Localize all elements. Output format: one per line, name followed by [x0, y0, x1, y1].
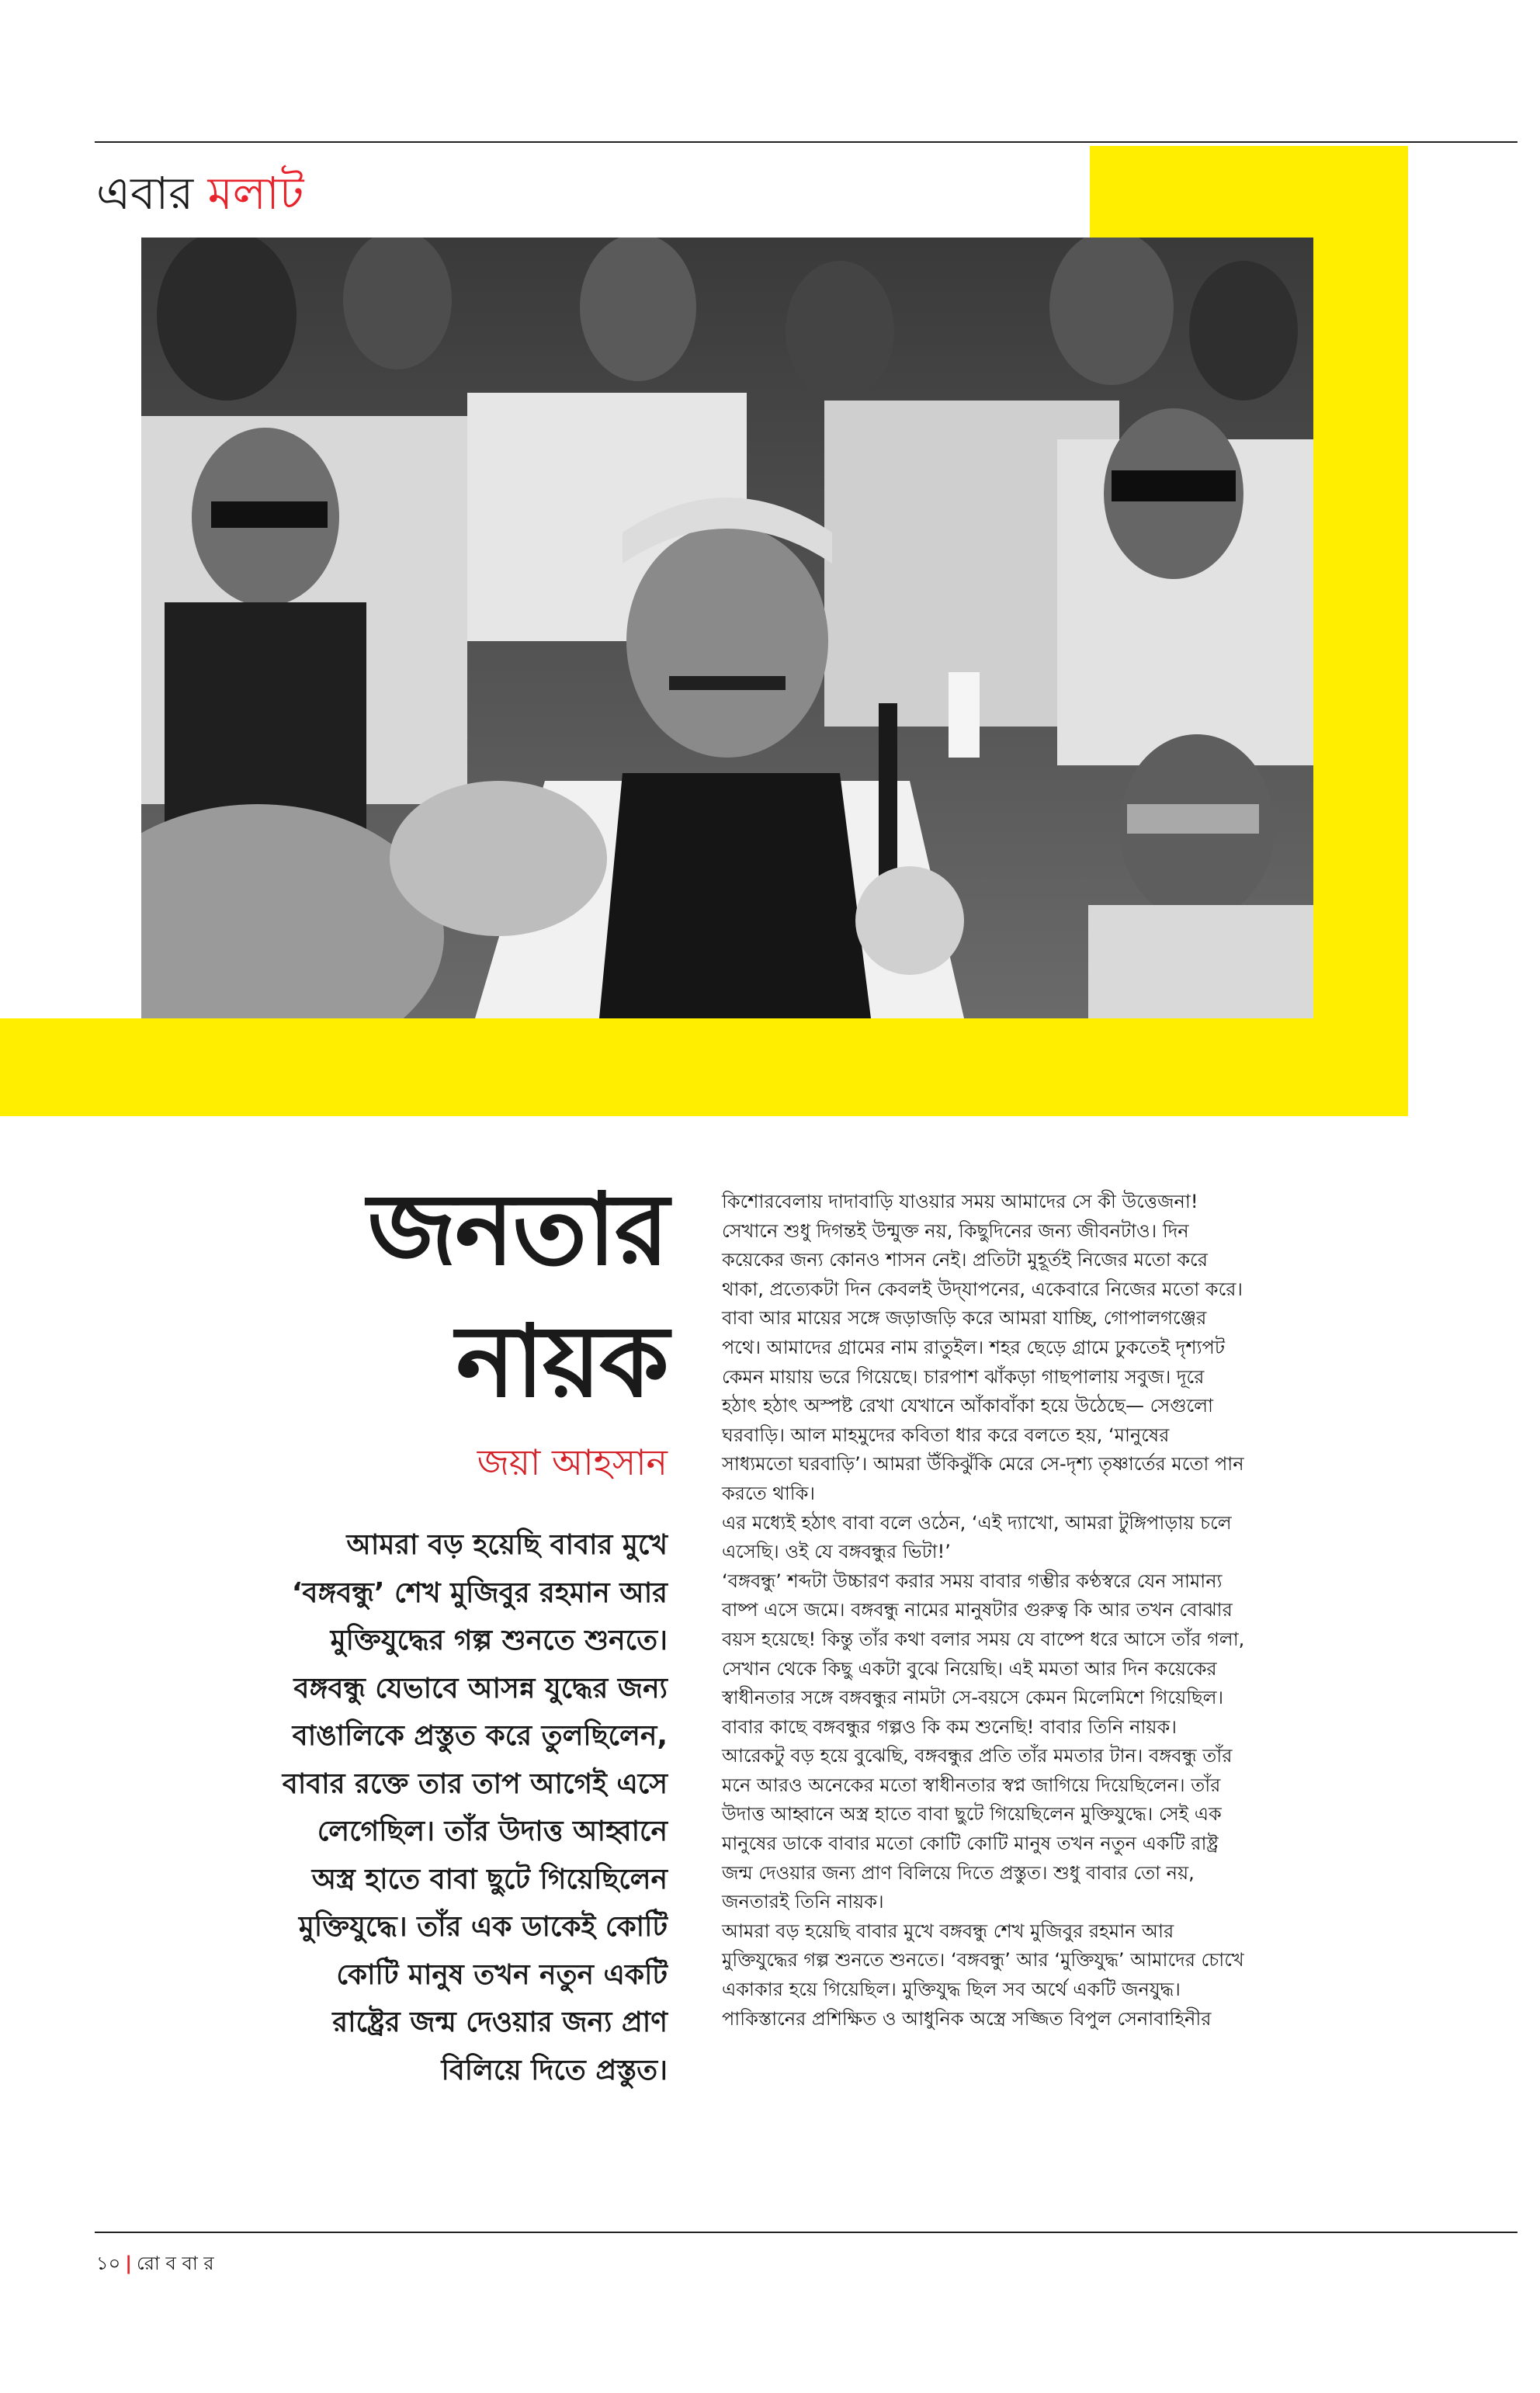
body-line: কয়েকের জন্য কোনও শাসন নেই। প্রতিটা মুহূর্তই নিজের মতো করে — [722, 1249, 1208, 1271]
lead-line: লেগেছিল। তাঁর উদাত্ত আহ্বানে — [317, 1816, 668, 1847]
lead-line: অস্ত্র হাতে বাবা ছুটে গিয়েছিলেন — [311, 1863, 668, 1895]
page-number: ১০ — [96, 2253, 121, 2274]
body-line: পাকিস্তানের প্রশিক্ষিত ও আধুনিক অস্ত্রে সজ্জিত বিপুল সেনাবাহিনীর — [722, 2007, 1212, 2030]
body-line: এসেছি। ওই যে বঙ্গবন্ধুর ভিটা!’ — [722, 1541, 951, 1563]
lead-line: বঙ্গবন্ধু যেভাবে আসন্ন যুদ্ধের জন্য — [293, 1672, 668, 1705]
yellow-frame-right — [1313, 146, 1408, 1116]
body-line: আমরা বড় হয়েছি বাবার মুখে বঙ্গবন্ধু শেখ মুজিবুর রহমান আর — [722, 1920, 1174, 1942]
body-line: কেমন মায়ায় ভরে গিয়েছে। চারপাশ ঝাঁকড়া গাছপালায় সবুজ। দূরে — [722, 1365, 1205, 1388]
page-footer — [96, 2249, 214, 2280]
body-line: মনে আরও অনেকের মতো স্বাধীনতার স্বপ্ন জাগিয়ে দিয়েছিলেন। তাঁর — [722, 1774, 1221, 1796]
top-rule — [95, 141, 1517, 143]
body-line: বয়স হয়েছে! কিন্তু তাঁর কথা বলার সময় যে বাষ্পে ধরে আসে তাঁর গলা, — [722, 1628, 1245, 1650]
body-line: ‘বঙ্গবন্ধু’ শব্দটা উচ্চারণ করার সময় বাবার গম্ভীর কণ্ঠস্বরে যেন সামান্য — [722, 1569, 1223, 1592]
headline-line-1: জনতার — [367, 1172, 668, 1288]
body-line: সেখানে শুধু দিগন্তই উন্মুক্ত নয়, কিছুদিনের জন্য জীবনটাও। দিন — [722, 1219, 1189, 1242]
lead-line: মুক্তিযুদ্ধে। তাঁর এক ডাকেই কোটি — [298, 1911, 668, 1943]
body-line: স্বাধীনতার সঙ্গে বঙ্গবন্ধুর নামটা সে-বয়সে কেমন মিলেমিশে গিয়েছিল। — [722, 1687, 1224, 1709]
headline-line-2: নায়ক — [456, 1304, 668, 1420]
body-line: আরেকটু বড় হয়ে বুঝেছি, বঙ্গবন্ধুর প্রতি তাঁর মমতার টান। বঙ্গবন্ধু তাঁর — [722, 1745, 1233, 1767]
cover-photo — [141, 238, 1313, 1018]
lead-line: বিলিয়ে দিতে প্রস্তুত। — [441, 2054, 668, 2086]
body-line: থাকা, প্রত্যেকটা দিন কেবলই উদ্‌যাপনের, একেবারে নিজের মতো করে। — [722, 1278, 1243, 1300]
body-line: মুক্তিযুদ্ধের গল্প শুনতে শুনতে। ‘বঙ্গবন্ধু’ আর ‘মুক্তিযুদ্ধ’ আমাদের চোখে — [722, 1949, 1244, 1972]
lead-line: মুক্তিযুদ্ধের গল্প শুনতে শুনতে। — [330, 1625, 668, 1656]
body-line: জনতারই তিনি নায়ক। — [722, 1891, 884, 1913]
lead-paragraph — [147, 1521, 668, 2094]
lead-line: ‘বঙ্গবন্ধু’ শেখ মুজিবুর রহমান আর — [291, 1576, 668, 1609]
body-line: মানুষের ডাকে বাবার মতো কোটি কোটি মানুষ তখন নতুন একটি রাষ্ট্র — [722, 1833, 1219, 1855]
lead-line: রাষ্ট্রের জন্ম দেওয়ার জন্য প্রাণ — [332, 2006, 668, 2038]
lead-line: কোটি মানুষ তখন নতুন একটি — [336, 1958, 668, 1991]
article-body — [722, 1188, 1405, 2034]
body-line: একাকার হয়ে গিয়েছিল। মুক্তিযুদ্ধ ছিল সব অর্থে একটি জনযুদ্ধ। — [722, 1979, 1181, 2001]
author-byline: জয়া আহসান — [477, 1441, 668, 1483]
footer-separator: | — [125, 2253, 132, 2274]
body-line: করতে থাকি। — [722, 1482, 816, 1504]
body-line: কিশোরবেলায় দাদাবাড়ি যাওয়ার সময় আমাদের সে কী উত্তেজনা! — [722, 1191, 1198, 1212]
body-line: পথে। আমাদের গ্রামের নাম রাতুইল। শহর ছেড়ে গ্রামে ঢুকতেই দৃশ্যপট — [722, 1336, 1225, 1358]
body-line: বাবা আর মায়ের সঙ্গে জড়াজড়ি করে আমরা যাচ্ছি, গোপালগঞ্জের — [722, 1307, 1207, 1330]
section-name: মলাট — [207, 167, 304, 220]
yellow-frame-bottom — [0, 1018, 1408, 1116]
lead-line: বাবার রক্তে তার তাপ আগেই এসে — [282, 1767, 668, 1800]
body-line: ঘরবাড়ি। আল মাহমুদের কবিতা ধার করে বলতে হয়, ‘মানুষের — [722, 1424, 1170, 1446]
section-title — [96, 166, 303, 220]
photo-illustration — [141, 238, 1313, 1018]
body-line: সাধ্যমতো ঘরবাড়ি’। আমরা উঁকিঝুঁকি মেরে সে-দৃশ্য তৃষ্ণার্তের মতো পান — [722, 1453, 1244, 1476]
bottom-rule — [95, 2232, 1517, 2233]
body-line: সেখান থেকে কিছু একটা বুঝে নিয়েছি। এই মমতা আর দিন কয়েকের — [722, 1657, 1217, 1680]
body-line: উদাত্ত আহ্বানে অস্ত্র হাতে বাবা ছুটে গিয়েছিলেন মুক্তিযুদ্ধে। সেই এক — [722, 1803, 1222, 1826]
headline — [233, 1164, 668, 1428]
lead-line: আমরা বড় হয়েছি বাবার মুখে — [346, 1529, 668, 1561]
body-line: বাবার কাছে বঙ্গবন্ধুর গল্পও কি কম শুনেছি! বাবার তিনি নায়ক। — [722, 1715, 1177, 1738]
magazine-name: রো ব বা র — [136, 2253, 214, 2274]
body-line: বাষ্প এসে জমে। বঙ্গবন্ধু নামের মানুষটার গুরুত্ব কি আর তখন বোঝার — [722, 1599, 1233, 1621]
body-line: জন্ম দেওয়ার জন্য প্রাণ বিলিয়ে দিতে প্রস্তুত। শুধু বাবার তো নয়, — [722, 1861, 1195, 1884]
section-prefix: এবার — [96, 167, 194, 220]
body-line: এর মধ্যেই হঠাৎ বাবা বলে ওঠেন, ‘এই দ্যাখো, আমরা টুঙ্গিপাড়ায় চলে — [722, 1511, 1232, 1534]
lead-line: বাঙালিকে প্রস্তুত করে তুলছিলেন, — [292, 1720, 668, 1752]
body-line: হঠাৎ হঠাৎ অস্পষ্ট রেখা যেখানে আঁকাবাঁকা হয়ে উঠেছে— সেগুলো — [722, 1395, 1214, 1417]
